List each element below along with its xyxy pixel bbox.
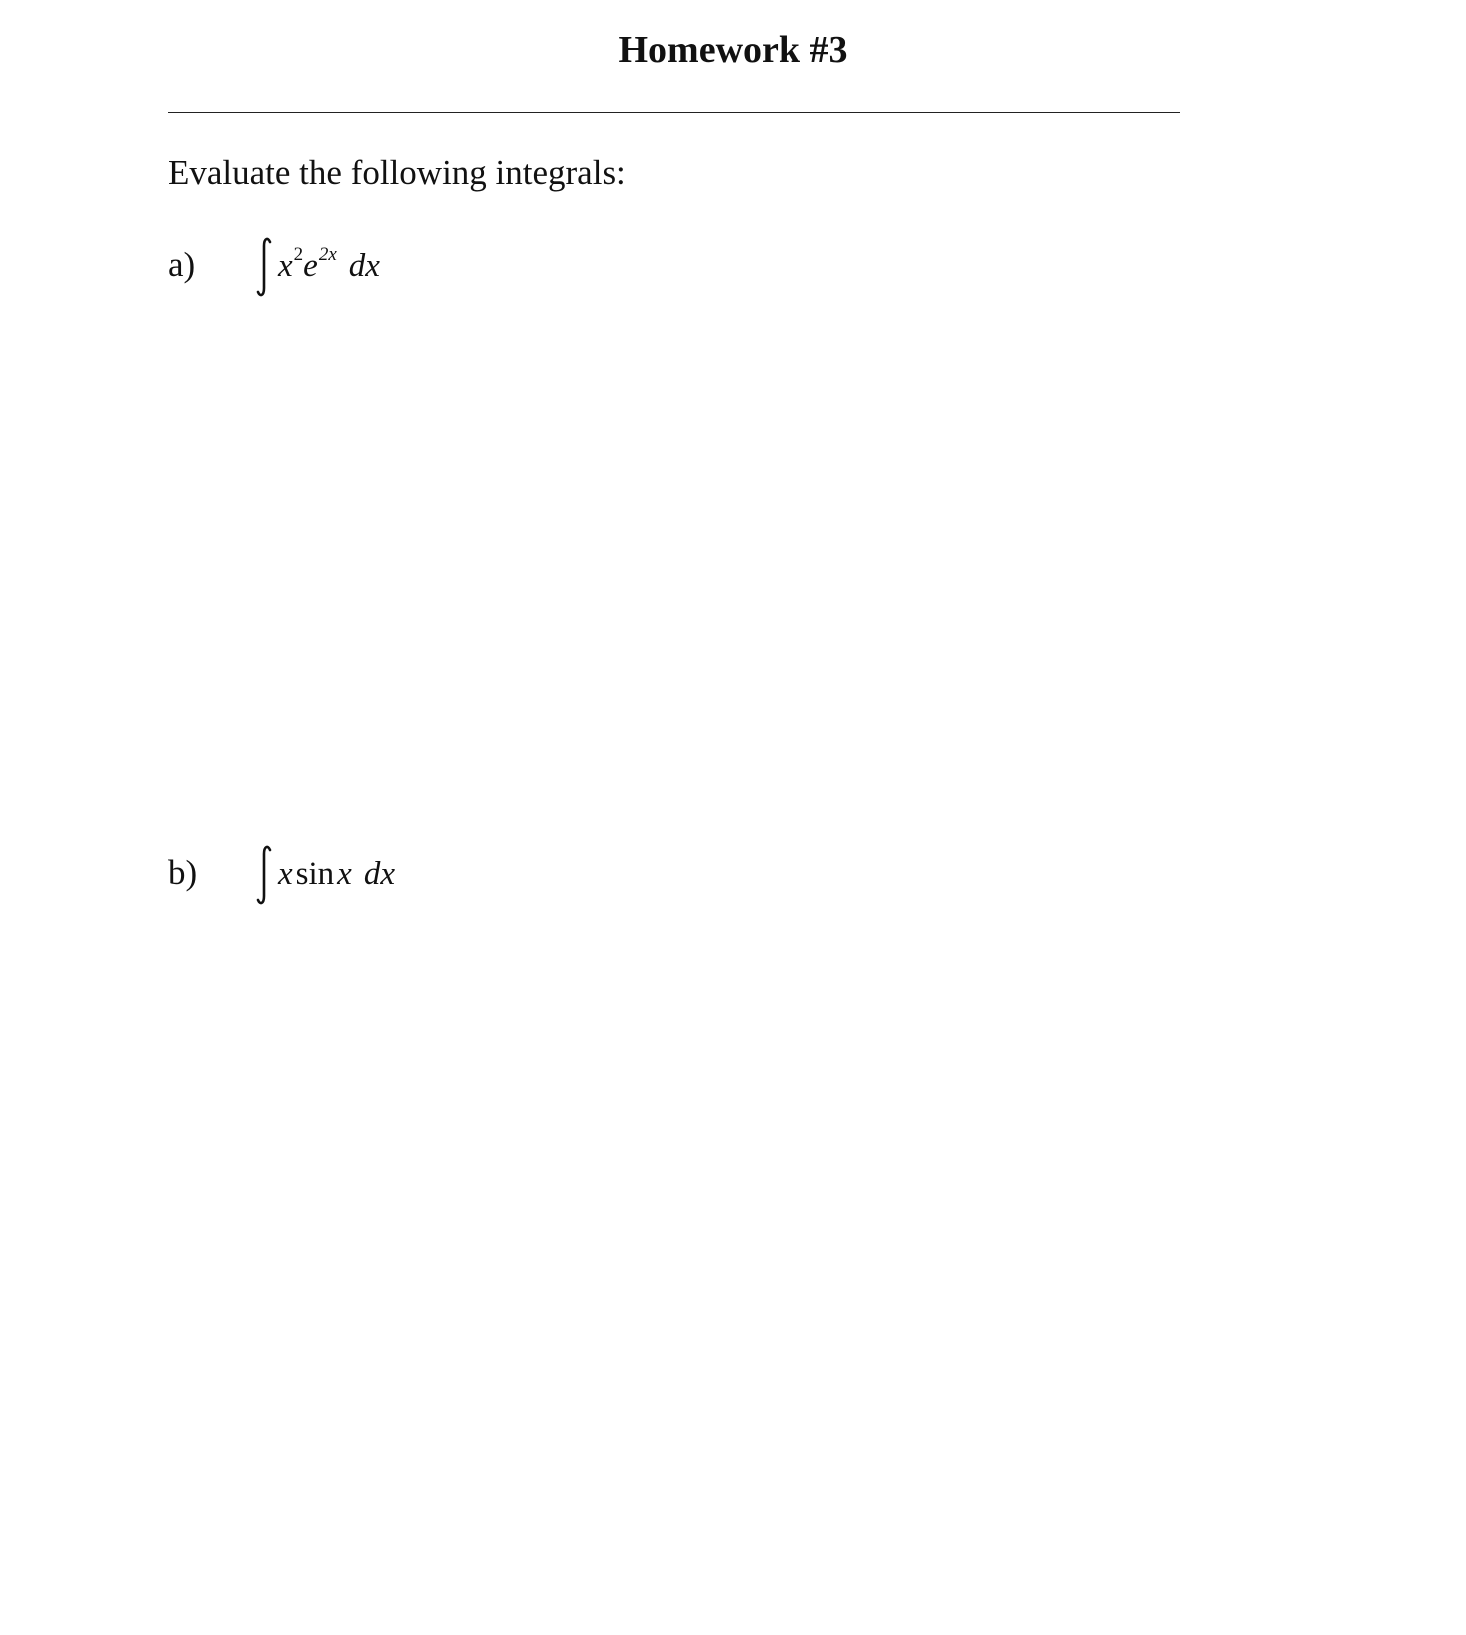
- variable-x: x: [278, 856, 293, 892]
- title-divider: [168, 112, 1180, 113]
- problem-label: a): [168, 245, 196, 284]
- problem-label: b): [168, 853, 198, 892]
- sine-function: sin: [295, 856, 335, 892]
- problem-b: [168, 844, 668, 914]
- differential: dx: [363, 856, 395, 892]
- page-title: Homework #3: [618, 29, 848, 71]
- integrand: [278, 244, 380, 284]
- integral-expression: [256, 236, 656, 306]
- exponent: 2x: [318, 244, 337, 265]
- problem-a: [168, 236, 668, 306]
- integral-sign-icon: [256, 236, 272, 298]
- differential: dx: [348, 248, 380, 284]
- variable-x: x: [278, 248, 293, 284]
- instruction-text: Evaluate the following integrals:: [168, 153, 626, 192]
- integral-sign-icon: [256, 844, 272, 906]
- euler-e: e: [303, 248, 318, 284]
- variable-x: x: [337, 856, 352, 892]
- integral-expression: [256, 844, 656, 914]
- exponent: 2: [293, 244, 304, 265]
- integrand: [278, 858, 395, 891]
